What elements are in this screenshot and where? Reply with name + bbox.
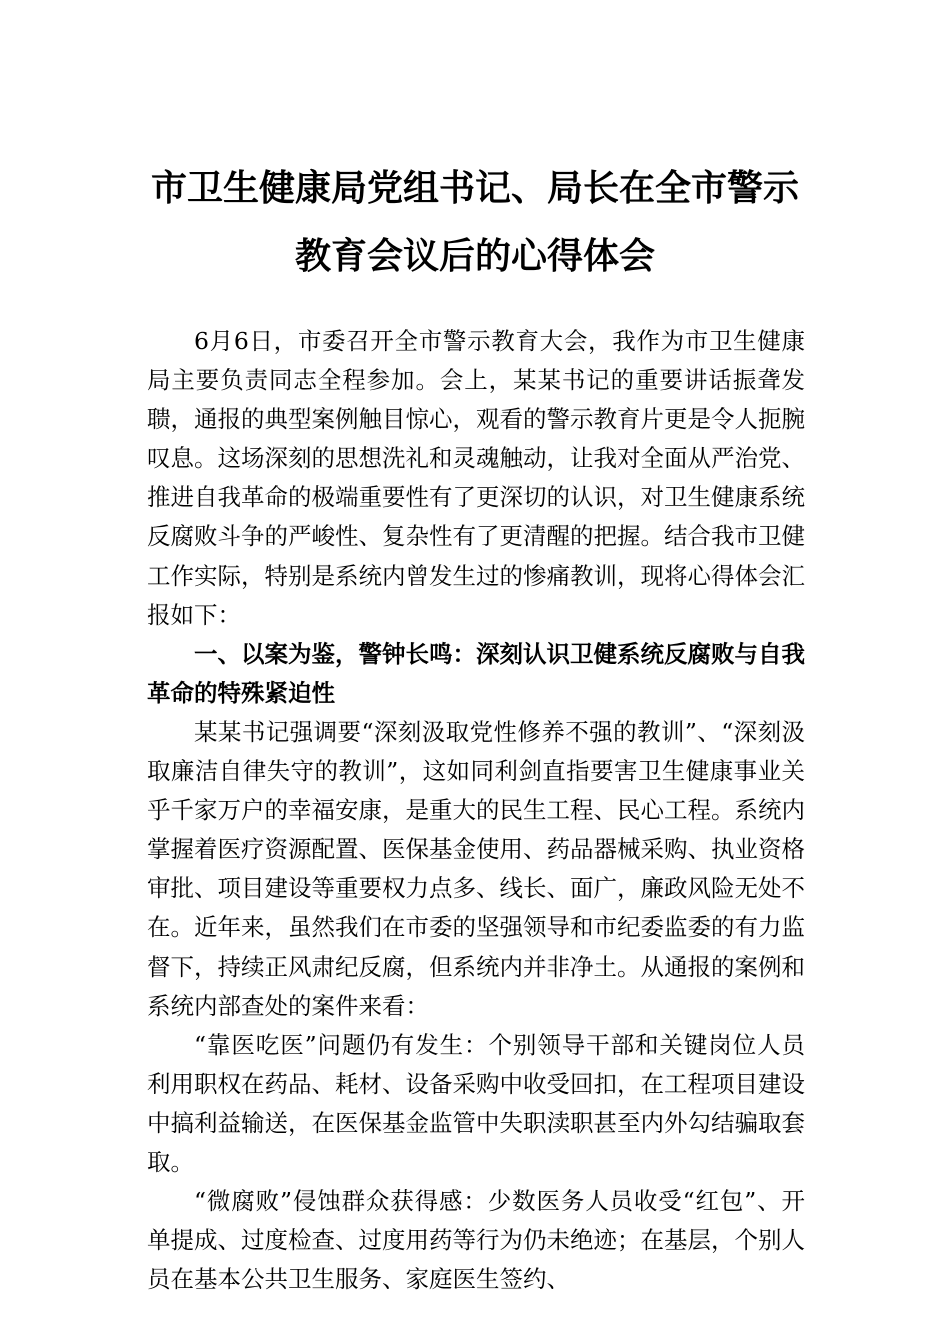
document-body xyxy=(147,322,805,1299)
body-paragraph: “微腐败”侵蚀群众获得感：少数医务人员收受“红包”、开单提成、过度检查、过度用药等行为仍未绝迹；在基层，个别人员在基本公共卫生服务、家庭医生签约、 xyxy=(147,1187,805,1294)
document-title-line-1: 市卫生健康局党组书记、局长在全市警示 xyxy=(150,167,799,209)
body-paragraph: “靠医吃医”问题仍有发生：个别领导干部和关键岗位人员利用职权在药品、耗材、设备采购中收受回扣，在工程项目建设中搞利益输送，在医保基金监管中失职渎职甚至内外勾结骗取套取。 xyxy=(147,1030,805,1176)
intro-paragraph: 6月6日，市委召开全市警示教育大会，我作为市卫生健康局主要负责同志全程参加。会上，某某书记的重要讲话振聋发聩，通报的典型案例触目惊心，观看的警示教育片更是令人扼腕叹息。这场深刻的思想洗礼和灵魂触动，让我对全面从严治党、推进自我革命的极端重要性有了更深切的认识，对卫生健康系统反腐败斗争的严峻性、复杂性有了更清醒的把握。结合我市卫健工作实际，特别是系统内曾发生过的惨痛教训，现将心得体会汇报如下： xyxy=(147,327,805,629)
document-title-line-2: 教育会议后的心得体会 xyxy=(294,235,655,277)
body-paragraph: 某某书记强调要“深刻汲取党性修养不强的教训”、“深刻汲取廉洁自律失守的教训”，这如同利剑直指要害卫生健康事业关乎千家万户的幸福安康，是重大的民生工程、民心工程。系统内掌握着医疗资源配置、医保基金使用、药品器械采购、执业资格审批、项目建设等重要权力点多、线长、面广，廉政风险无处不在。近年来，虽然我们在市委的坚强领导和市纪委监委的有力监督下，持续正风肃纪反腐，但系统内并非净土。从通报的案例和系统内部查处的案件来看： xyxy=(147,717,805,1020)
section-heading-1: 一、以案为鉴，警钟长鸣：深刻认识卫健系统反腐败与自我革命的特殊紧迫性 xyxy=(147,639,805,707)
